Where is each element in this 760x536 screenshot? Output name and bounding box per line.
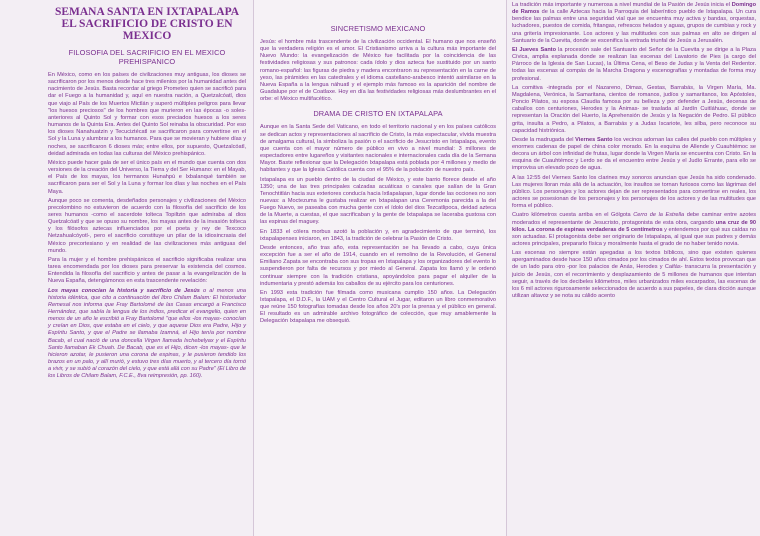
place-name: Cerro de la Estrella [633,212,685,219]
text-run: la procesión sale del Santuario del Señor de la Cuevita y se dirige a la Plaza Cívica, amplia explanada donde se realizan las escenas del Lavatorio de Pies (a cargo del Párroco de la Iglesia de San Lucas), la Última Cena, el Beso de Judas y la Venta del Redentor. todas las escenas al compás de la Marcha Dragona y escenografías y montadas de forma muy profesional. [512,46,756,82]
paragraph: Aunque en la Santa Sede del Vaticano, en todo el territorio nacional y en los países católicos se dedican actos y representaciones al sacrificio de Cristo, la más espectacular, vívida muestra de amalgama cultural, la simboliza la pasión o el sacrificio de Jesucristo en Ixtapalapa, evento que cuenta con el mayor número de público en vivo a nivel mundial: 3 millones de espectadores entre lugareños y visitantes nacionales e internacionales cada día de la Semana Mayor. Baste reflexionar que la Delegación Ixtapalapa está poblada por 4 millones y medio de habitantes y que la Iglesia Católica cuenta con el 95% de la población de nuestro país. [260,124,496,174]
paragraph: La comitiva -integrada por el Nazareno, Dimas, Gestas, Barrabás, la Virgen María, Ma. Magdalena, Verónica, la Samaritana, cientos de romanos, judíos y samaritanos, los Apóstoles, Poncio Pilatos, su esposa Claudia famosa por su belleza y por defender a Jesús, decenas de caballos con centuriones, Herodes y la Ánimas- se traslada al Jardín Cuitláhuac, donde se representan la Oración del Huerto, la Aprehensión de Jesús y la Negación de Pedro. El público grita, insulta a Pedro, a Pilatos, a Barrabás y a Judas Iscariote, les silba, pero reconoce su capacidad histriónica. [512,84,756,134]
quote-text: o al menos una historia idéntica, que cito a continuación del libro Chilam Balam: El historiador Remesal nos informa que Fray Bartolomé de las Casas encargó a Francisco Hernández, que sabía la lengua de los indios, predicar el evangelio, quien en menos de un año le escribió a Fray Bartolomé "que ellos -los mayas- conocían y creían en Dios, que estaba en el cielo, y que aquese Dios era Padre, Hijo y Espíritu Santo, y que el Padre se llamaba Izamná, el Hijo tenía por nombre Bacab, el cual nació de una doncella Virgen llamada Ixchebelyax y el Espíritu Santo llamaban Ek Chuah. De Bacab, que es el Hijo, dicen -los mayas- que le hicieron azotar, le pusieron una corona de espinas, y le pusieron tendido los brazos en un palo, y allí murió, y estuvo tres días muerto, y al tercero día tornó a vivir, y se subió al corazón del cielo, y que está allá con su Padre" (El Libro de los Libros de Chilam Balam, F.C.E., 8va reimpresión, pp. 160). [48,287,246,380]
paragraph: Para la mujer y el hombre prehispánicos el sacrificio significaba realizar una tarea encomendada por los dioses para preservar la existencia del cosmos. Entendida la filosofía del sacrificio y antes de pasar a la evangelización de la Nueva España, detengámonos en esta trascendente revelación: [48,256,246,285]
panel-middle [254,0,506,536]
document-title [48,6,246,42]
emphasis: Los mayas conocían la historia y sacrificio de Jesús [48,287,200,294]
paragraph: Aunque poco se comenta, desdeñados personajes y civilizaciones del México precolombino no estuvieron de acuerdo con la filosofía del sacrificio de los seres humanos -como el sacerdote tolteca Topiltzin que admiraba al dios Quetzalcóatl y que se opuso su nombre, los mayas antes de la invasión tolteca y los filósofos aztecas influenciados por el poeta y rey de Texcoco Netzahualcóyotl-, pero el sacrificio constituye un pilar de la idiosincrasia del México precortesiano y en realidad de las civilizaciones más antiguas del mundo. [48,197,246,254]
paragraph [48,288,246,381]
paragraph [512,47,756,83]
paragraph: En 1833 el cólera morbus azotó la población y, en agradecimiento de que terminó, los ixtapalapenses iniciaron, en 1843, la tradición de celebrar la Pasión de Cristo. [260,228,496,242]
paragraph [512,212,756,248]
title-line-2: EL SACRIFICIO DE CRISTO EN MEXICO [61,18,233,42]
text-run: Cuatro kilómetros cuesta arriba en el Gólgota [512,212,634,219]
paragraph: Ixtapalapa es un pueblo dentro de la ciudad de México, y este barrio florece desde el año 1350; una de las tres principales calzadas acuáticas o canales que salían de la Gran Tenochtitlán hacia sus exteriores conducía hacia Ixtlapalapan, lugar donde las occiones no son nuevas: a Moctezuma le gustaba realizar en Ixtapalapan una Ceremonia parecida a la del Fuego Nuevo, se paseaba con mucha gente con el ídolo del dios Tezcatlipoca, deidad azteca de la Muerte, a cuestas, el que sacrificaban y la gente de Ixtapalapa se laceraba gustosa con las espinas del maguey. [260,176,496,226]
text-run: los vecinos adornan las calles del pueblo con múltiples y enormes cadenas de papel de china color morado. En la esquina de Allende y Cuauhtémoc se decora un árbol con infinidad de frutas, lugar donde la Virgen María se encuentra con Cristo. En la esquina de Cuauhtémoc y Lerdo se da el encuentro entre Jesús y el Judío Errante, para ello se improvisa un elevado pozo de agua. [512,136,756,172]
panel-right [506,0,760,536]
paragraph: Jesús: el hombre más trascendente de la civilización occidental. El humano que nos enseñó que la verdadera religión es el amor. El Cristianismo arriva a la cultura más importante del Nuevo Mundo: la evangelización de México fue facilitada por la coincidencia de las festividades religiosas y sus patronos: cada ídolo y dios azteca fue sustituido por un santo romano-español: las figuras de piedra y madera encontraron su representación en la carne de yeso, las pirámides en las catedrales y el idioma castellano-arabesco intentó asimilarse en la Nueva España a la lengua náhuatl y el ejemplo más famoso es la aparición del nombre de Guadalupe por el de Coatlaxe. Hoy en día las festividades religiosas más deslumbrantes en el orbe: el México multifacético. [260,39,496,103]
emphasis: El Jueves Santo [512,46,557,53]
paragraph: Las escenas no siempre están apegadas a los textos bíblicos, sino que existen quienes apergaminados desde hace 150 años cimados por los cimados de ahí. Estos textos provocan que de un lado para otro -por los palacios de Anás, Herodes y Caifás- transcurra la presentación y juicio de Jesús, con el recorrimiento y desplazamiento de 5 millones de humanos que intentan seguir, a través de los decibeles kilómetros, miles urbanizados miles escarpados, las escenas de los 6 mil actores rigurosamente seleccionados de acuerdo a sus papeles, de clara dicción aunque utilizan altavoz y se nota su cálido acento [512,250,756,300]
emphasis: Domingo de Ramos [512,2,756,16]
panel-left [0,0,254,536]
paragraph: A las 12:55 del Viernes Santo los clarines muy sonoros anuncian que Jesús ha sido condenado. Las mujeres lloran más allá de la actuación, los insultos se tornan furiosos como las lágrimas del público. Los personajes y los actores dejan de ser representados para convertirse en reales, los actores se posesionan de los personajes y los personajes de los actores y de las multitudes que forma el público. [512,174,756,210]
section-heading-drama: DRAMA DE CRISTO EN IXTAPALAPA [313,109,443,119]
paragraph [512,137,756,173]
text-run: Desde la madrugada del [512,136,576,143]
text-run: debe caminar entre azotes moderados el representante de Jesucristo, protagonista de esta obra, cargando [512,212,756,226]
paragraph: En México, como en los países de civilizaciones muy antiguas, los dioses se sacrificaron por los menos desde hace tres milenios por la humanidad antes del nacimiento de Jesús. Basta recordar al griego Prometeo quien se sacrificó para dar el Fuego a la humanidad y, aquí en nuestra nación, a Quetzalcóatl, dios que viajo al País de los Muertos Mictlán y superó múltiples peligros para llevar "los huesos preciosos" de los hombres que murieron en las épocas -o soles- anteriores al Quinto Sol y formar con esos preciados huesos a los seres humanos de la Quinta Era. Antes del Quinto Sol reinaba la obscuridad. Por eso los dioses Nanahuatzin y Tecuciztécatl se sacrificaron para convertirse en el Sol y la Luna y alumbrar a los humanos. Para que se movieran y hubiere días y noches, se sacrificaron 6 dioses más; entre ellos, por supuesto, Quetzalcóatl, deidad admirada en todas las culturas del México prehispánico. [48,72,246,157]
emphasis: una cruz de 90 kilos. La corona de espinas verdaderas de 5 centímetros [512,219,757,233]
paragraph [512,2,756,45]
section-heading-filosofia: FILOSOFIA DEL SACRIFICIO EN EL MEXICO PREHISPANICO [68,48,226,66]
paragraph: Desde entonces, año tras año, esta representación se ha llevado a cabo, cuya única excepción fue a ser el año de 1914, cuando en el remolino de la Revolución, el General Emiliano Zapata se encontraba con sus tropas en Ixtapalapa y los organizadores del evento lo suspendieron por falta de recursos y por miedo al General. Zapata los llamó y le ordenó continuar siempre con la tradición cristiana, apoyándolos para pagar el alquiler de la indumentaria y prestó además los caballos de su ejército para los centuriones. [260,244,496,287]
text-run: y entendemos por qué sus caídas no son actuadas. El protagonista debe ser originario de Ixtapalapa, al igual que sus padres y demás actores principales, prepararlo física y moralmente hasta el grado de no haber tenido novia. [512,226,756,247]
section-heading-sincretismo: SINCRETISMO MEXICANO [330,24,426,33]
paragraph: México puede hacer gala de ser el único país en el mundo que cuenta con dos versiones de la creación del Universo, la Tierra y del Ser Humano: en el Mayab, el País de los mayas, los hermanos Hunahpú e Ixbalanqué también se sacrificaron para ser el Sol y la Luna y formar los días y las noches en el País Maya. [48,159,246,195]
text-run: La tradición más importante y numerosa a nivel mundial de la Pasión de Jesús inicia el [512,2,732,8]
paragraph: En 1993 esta tradición fue filmada como musicana cumplio 150 años. La Delegación Ixtapalapa, el D.D.F., la UAM y el Centro Cultural el Jugar, editaron un libro conmemorativo que reúne 150 fotografías tomadas desde los años 20's por la prensa y el público en general. El resultado es un admirable archivo fotográfico de colección, que muy amablemente la Delegación Ixtapalapa me obsequió. [260,289,496,325]
title-line-1: SEMANA SANTA EN IXTAPALAPA [54,6,240,18]
emphasis: Viernes Santo [575,136,613,143]
text-run: de la calle Aztecas hacia la Parroquia del laberíntico pueblo de Ixtapalapa. Un cura bendice las palmas entre una seguridad vial que se encuentra muy activa y bandas, orquestas, luchadores, puestos de comida, fritangas, refrescos helados y aguas, grupos de cumbias y rock y una gritería impresionante. Los actores y las multitudes con sus palmas en alto se dirigen al Santuario de la Cuevita, donde se escenifica la entrada triunfal de Jesús a Jerusalén. [512,9,757,44]
